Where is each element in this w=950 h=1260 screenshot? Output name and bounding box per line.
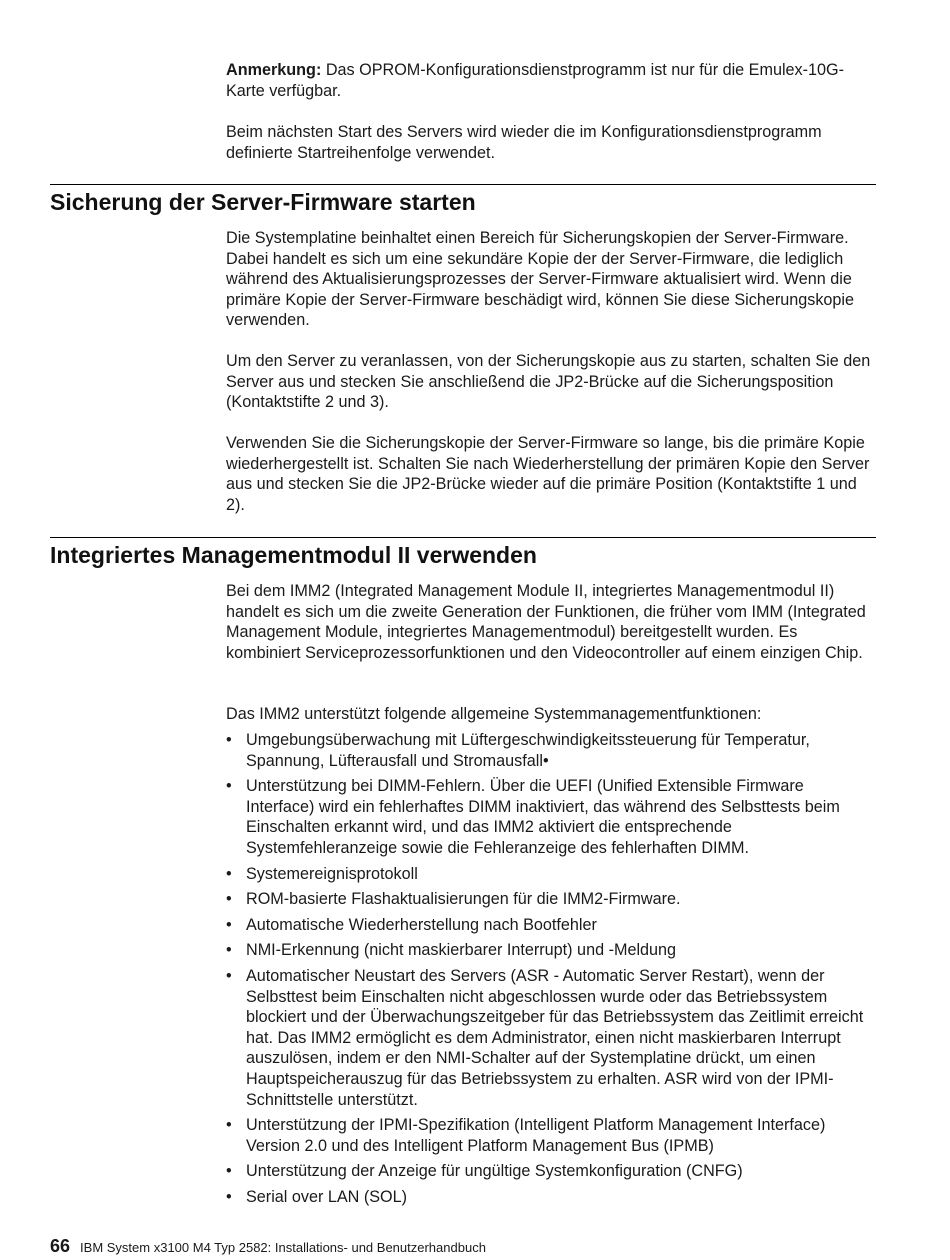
bullet-marker: • bbox=[226, 1187, 232, 1206]
list-item-text: Umgebungsüberwachung mit Lüftergeschwindigkeitssteuerung für Temperatur, Spannung, Lüfterausfall und Stromausfall• bbox=[246, 731, 810, 770]
bullet-marker: • bbox=[226, 731, 232, 749]
note-block bbox=[226, 60, 876, 101]
list-item-text: Systemereignisprotokoll bbox=[246, 864, 418, 883]
list-item bbox=[226, 730, 876, 771]
feature-list bbox=[226, 730, 876, 1212]
list-item-text: Serial over LAN (SOL) bbox=[246, 1187, 408, 1206]
page-footer bbox=[50, 1236, 486, 1258]
bullet-marker: • bbox=[226, 915, 232, 934]
note-paragraph bbox=[226, 60, 876, 101]
bullet-list bbox=[226, 730, 876, 1207]
list-item bbox=[226, 1115, 876, 1156]
list-item-text: NMI-Erkennung (nicht maskierbarer Interrupt) und -Meldung bbox=[246, 941, 677, 960]
bullet-marker: • bbox=[226, 941, 232, 960]
section1-paragraph: Verwenden Sie die Sicherungskopie der Server-Firmware so lange, bis die primäre Kopie wiederhergestellt ist. Schalten Sie nach Wiederherstellung der primären Kopie den Server aus und stecken Sie die JP2-Brücke wieder auf die primäre Position (Kontaktstifte 1 und 2). bbox=[226, 434, 870, 514]
note-text: Das OPROM-Konfigurationsdienstprogramm ist nur für die Emulex-10G-Karte verfügbar. bbox=[226, 61, 845, 100]
list-item bbox=[226, 966, 876, 1110]
list-item-text: ROM-basierte Flashaktualisierungen für die IMM2-Firmware. bbox=[246, 890, 681, 909]
section1-body bbox=[226, 433, 876, 515]
footer-title: IBM System x3100 M4 Typ 2582: Installations- und Benutzerhandbuch bbox=[80, 1240, 486, 1255]
list-item bbox=[226, 915, 876, 936]
section2-body bbox=[226, 581, 876, 663]
list-item-text: Automatischer Neustart des Servers (ASR - Automatic Server Restart), wenn der Selbsttest beim Einschalten nicht abgeschlossen wurde oder das Betriebssystem blockiert und der Überwachungszeitgeber für das Betriebssystem das Zeitlimit erreicht hat. Das IMM2 ermöglicht es dem Administrator, einen nicht maskierbaren Interrupt auszulösen, indem er den NMI-Schalter auf der Systemplatine drückt, um einen Hauptspeicherauszug für das Betriebssystem zu erhalten. ASR wird von der IPMI-Schnittstelle unterstützt. bbox=[246, 966, 864, 1109]
section2-body bbox=[226, 704, 876, 725]
note-label: Anmerkung: bbox=[226, 61, 322, 79]
list-item-text: Unterstützung bei DIMM-Fehlern. Über die UEFI (Unified Extensible Firmware Interface) wird ein fehlerhaftes DIMM inaktiviert, das während des Selbsttests beim Einschalten erkannt wird, und das IMM2 aktiviert die entsprechende Systemfehleranzeige sowie die Fehleranzeige des fehlerhaften DIMM. bbox=[246, 777, 840, 857]
section2-paragraph: Das IMM2 unterstützt folgende allgemeine Systemmanagementfunktionen: bbox=[226, 705, 762, 723]
intro-paragraph: Beim nächsten Start des Servers wird wieder die im Konfigurationsdienstprogramm definierte Startreihenfolge verwendet. bbox=[226, 123, 822, 162]
section-heading: Sicherung der Server-Firmware starten bbox=[50, 189, 476, 215]
list-item bbox=[226, 1161, 876, 1182]
list-item bbox=[226, 776, 876, 858]
section1-paragraph: Um den Server zu veranlassen, von der Sicherungskopie aus zu starten, schalten Sie den Server aus und stecken Sie anschließend die JP2-Brücke auf die Sicherungsposition (Kontaktstifte 2 und 3). bbox=[226, 352, 871, 412]
section1-paragraph: Die Systemplatine beinhaltet einen Bereich für Sicherungskopien der Server-Firmware. Dabei handelt es sich um eine sekundäre Kopie der der Server-Firmware, die lediglich während des Aktualisierungsprozesses der Server-Firmware aktualisiert wird. Wenn die primäre Kopie der Server-Firmware beschädigt wird, können Sie diese Sicherungskopie verwenden. bbox=[226, 229, 855, 330]
section-heading: Integriertes Managementmodul II verwenden bbox=[50, 542, 537, 568]
list-item-text: Automatische Wiederherstellung nach Bootfehler bbox=[246, 915, 597, 934]
list-item bbox=[226, 940, 876, 961]
section-divider bbox=[50, 537, 876, 538]
list-item bbox=[226, 889, 876, 910]
list-item bbox=[226, 864, 876, 885]
section2-paragraph: Bei dem IMM2 (Integrated Management Module II, integriertes Managementmodul II) handelt es sich um die zweite Generation der Funktionen, die früher vom IMM (Integrated Management Module, integriertes Managementmodul) bereitgestellt wurden. Es kombiniert Serviceprozessorfunktionen und den Videocontroller auf einem einzigen Chip. bbox=[226, 582, 866, 662]
bullet-marker: • bbox=[226, 890, 232, 909]
list-item bbox=[226, 1187, 876, 1208]
bullet-marker: • bbox=[226, 1116, 232, 1135]
bullet-marker: • bbox=[226, 1162, 232, 1181]
list-item-text: Unterstützung der Anzeige für ungültige Systemkonfiguration (CNFG) bbox=[246, 1162, 743, 1181]
bullet-marker: • bbox=[226, 966, 232, 985]
bullet-marker: • bbox=[226, 777, 232, 796]
section1-body bbox=[226, 351, 876, 413]
bullet-marker: • bbox=[226, 864, 232, 883]
list-item-text: Unterstützung der IPMI-Spezifikation (Intelligent Platform Management Interface) Version 2.0 und des Intelligent Platform Management Bus (IPMB) bbox=[246, 1116, 826, 1155]
page-number: 66 bbox=[50, 1236, 71, 1256]
section-divider bbox=[50, 184, 876, 185]
intro-block bbox=[226, 122, 876, 163]
section1-body bbox=[226, 228, 876, 331]
